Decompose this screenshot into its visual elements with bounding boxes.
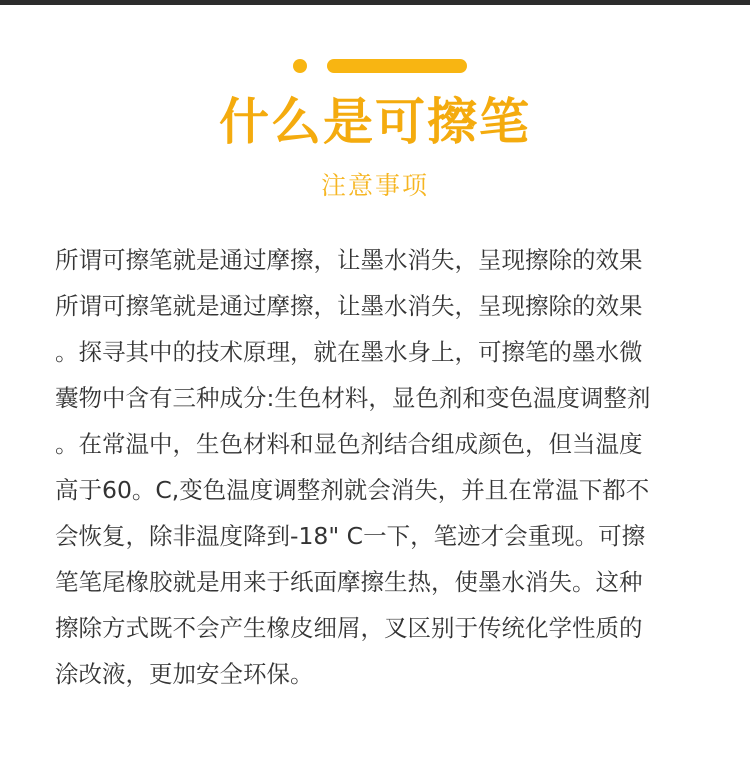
page-title: 什么是可擦笔 [219,93,531,151]
body-line: 会恢复，除非温度降到-18" C一下，笔迹才会重现。可擦 [55,522,646,550]
decorative-dot [293,59,307,73]
decorative-bar [327,59,467,73]
top-border-bar [0,0,750,5]
body-line: 擦除方式既不会产生橡皮细屑，叉区别于传统化学性质的 [55,614,643,642]
page-subtitle: 注意事项 [320,171,429,200]
body-line: 。在常温中，生色材料和显色剂结合组成颜色，但当温度 [55,430,643,458]
body-paragraph [55,237,717,697]
body-line: 所谓可擦笔就是通过摩擦，让墨水消失，呈现擦除的效果 [55,246,643,274]
body-line: 涂改液，更加安全环保。 [55,660,314,688]
body-line: 所谓可擦笔就是通过摩擦，让墨水消失，呈现擦除的效果 [55,292,643,320]
body-line: 囊物中含有三种成分:生色材料，显色剂和变色温度调整剂 [55,384,651,412]
body-line: 。探寻其中的技术原理，就在墨水身上，可擦笔的墨水微 [55,338,643,366]
body-line: 高于60。C,变色温度调整剂就会消失，并且在常温下都不 [55,476,650,504]
body-line: 笔笔尾橡胶就是用来于纸面摩擦生热，使墨水消失。这种 [55,568,643,596]
